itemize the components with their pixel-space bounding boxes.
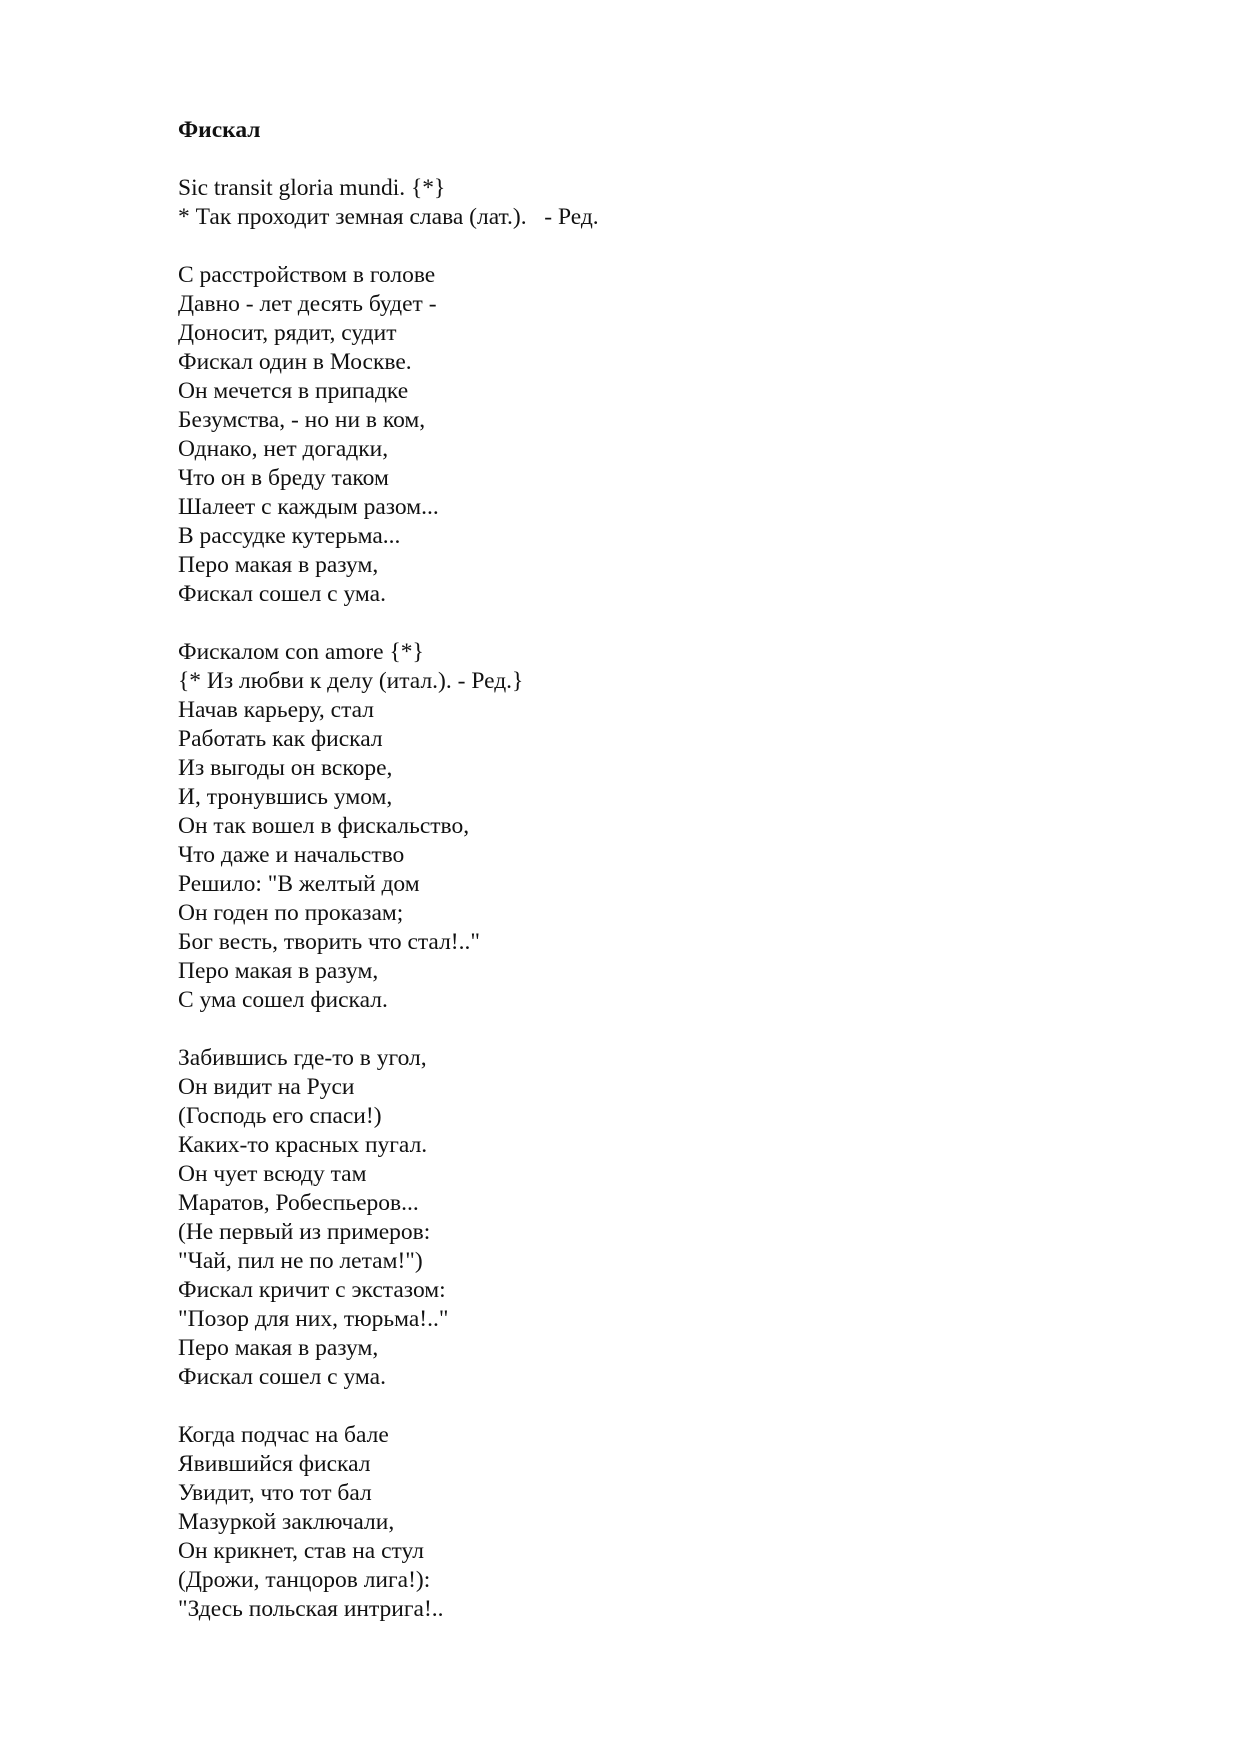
verse-line: Фискал сошел с ума. <box>178 581 386 607</box>
verse-line: Что он в бреду таком <box>178 465 389 491</box>
poem-text <box>178 116 1178 1624</box>
verse-line: Он мечется в припадке <box>178 378 409 404</box>
spacer <box>178 232 1178 261</box>
verse-line: Он видит на Руси <box>178 1074 355 1100</box>
epigraph-footnote: * Так проходит земная слава (лат.). - Ред. <box>178 204 599 230</box>
verse-line: И, тронувшись умом, <box>178 784 393 810</box>
spacer <box>178 145 1178 174</box>
verse-line: Бог весть, творить что стал!.." <box>178 929 480 955</box>
verse-line: Что даже и начальство <box>178 842 405 868</box>
verse-line: Из выгоды он вскоре, <box>178 755 393 781</box>
verse-line: Забившись где-то в угол, <box>178 1045 427 1071</box>
verse-line: Фискал один в Москве. <box>178 349 412 375</box>
verse-line: Доносит, рядит, судит <box>178 320 397 346</box>
verse-footnote: {* Из любви к делу (итал.). - Ред.} <box>178 668 524 694</box>
verse-line: Начав карьеру, стал <box>178 697 375 723</box>
verse-line: Увидит, что тот бал <box>178 1480 372 1506</box>
verse-line: Решило: "В желтый дом <box>178 871 420 897</box>
verse-line: Мазуркой заключали, <box>178 1509 395 1535</box>
spacer <box>178 1392 1178 1421</box>
verse-line: Когда подчас на бале <box>178 1422 389 1448</box>
verse-line: В рассудке кутерьма... <box>178 523 401 549</box>
verse-line: Фискал кричит с экстазом: <box>178 1277 446 1303</box>
verse-line: (Дрожи, танцоров лига!): <box>178 1567 431 1593</box>
verse-line: С расстройством в голове <box>178 262 436 288</box>
stanza-1 <box>178 261 1178 609</box>
verse-line: (Господь его спаси!) <box>178 1103 382 1129</box>
stanza-3 <box>178 1044 1178 1392</box>
verse-line: Он так вошел в фискальство, <box>178 813 470 839</box>
verse-line: Он крикнет, став на стул <box>178 1538 424 1564</box>
stanza-4 <box>178 1421 1178 1624</box>
verse-line: "Чай, пил не по летам!") <box>178 1248 423 1274</box>
verse-line: "Здесь польская интрига!.. <box>178 1596 444 1622</box>
stanza-2 <box>178 638 1178 1015</box>
verse-line: Однако, нет догадки, <box>178 436 389 462</box>
verse-line: Перо макая в разум, <box>178 552 379 578</box>
verse-line: Фискал сошел с ума. <box>178 1364 386 1390</box>
verse-line: Перо макая в разум, <box>178 958 379 984</box>
spacer <box>178 609 1178 638</box>
verse-line: Перо макая в разум, <box>178 1335 379 1361</box>
epigraph <box>178 174 1178 232</box>
spacer <box>178 1015 1178 1044</box>
poem-title: Фискал <box>178 117 261 143</box>
verse-line: С ума сошел фискал. <box>178 987 388 1013</box>
verse-line: Давно - лет десять будет - <box>178 291 437 317</box>
verse-line: Он чует всюду там <box>178 1161 367 1187</box>
verse-line: (Не первый из примеров: <box>178 1219 431 1245</box>
verse-line: Каких-то красных пугал. <box>178 1132 428 1158</box>
verse-line: Явившийся фискал <box>178 1451 371 1477</box>
verse-line: Он годен по проказам; <box>178 900 404 926</box>
verse-line: Безумства, - но ни в ком, <box>178 407 426 433</box>
epigraph-line: Sic transit gloria mundi. {*} <box>178 175 446 201</box>
verse-line: "Позор для них, тюрьма!.." <box>178 1306 449 1332</box>
verse-line: Шалеет с каждым разом... <box>178 494 439 520</box>
verse-line: Маратов, Робеспьеров... <box>178 1190 419 1216</box>
verse-line: Работать как фискал <box>178 726 383 752</box>
verse-line: Фискалом con amore {*} <box>178 639 424 665</box>
